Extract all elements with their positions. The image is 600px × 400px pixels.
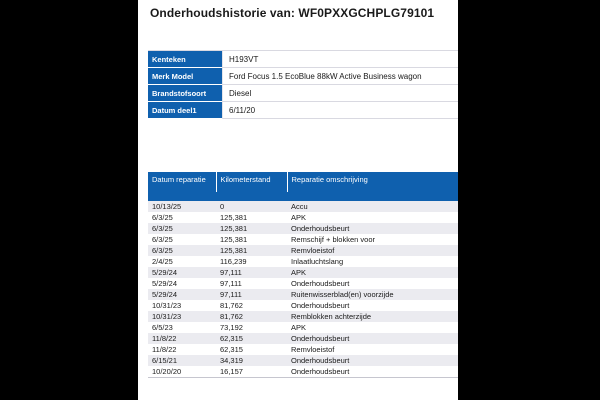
cell-datum-reparatie: 11/8/22 [148,344,216,355]
cell-kilometerstand: 116,239 [216,256,287,267]
cell-kilometerstand: 81,762 [216,311,287,322]
cell-reparatie-omschrijving: Remblokken achterzijde [287,311,458,322]
vehicle-info-value: Ford Focus 1.5 EcoBlue 88kW Active Business wagon [222,68,458,85]
cell-reparatie-omschrijving: Onderhoudsbeurt [287,366,458,378]
cell-kilometerstand: 0 [216,201,287,212]
cell-reparatie-omschrijving: APK [287,267,458,278]
cell-datum-reparatie: 11/8/22 [148,333,216,344]
table-row [148,344,458,355]
maintenance-history-table [148,172,458,378]
vehicle-info-label: Kenteken [148,51,222,68]
column-header-reparatie-omschrijving: Reparatie omschrijving [287,172,458,192]
cell-datum-reparatie: 6/3/25 [148,245,216,256]
cell-kilometerstand: 34,319 [216,355,287,366]
cell-reparatie-omschrijving: Remvloeistof [287,245,458,256]
cell-reparatie-omschrijving: Onderhoudsbeurt [287,223,458,234]
cell-kilometerstand: 125,381 [216,223,287,234]
cell-kilometerstand: 62,315 [216,344,287,355]
cell-kilometerstand: 81,762 [216,300,287,311]
cell-datum-reparatie: 6/5/23 [148,322,216,333]
table-row [148,355,458,366]
table-row [148,201,458,212]
cell-reparatie-omschrijving: Onderhoudsbeurt [287,333,458,344]
cell-reparatie-omschrijving: Onderhoudsbeurt [287,278,458,289]
column-header-datum-reparatie: Datum reparatie [148,172,216,192]
table-row [148,256,458,267]
vehicle-info-row [148,68,458,85]
table-row [148,278,458,289]
vehicle-info-label: Merk Model [148,68,222,85]
table-row [148,322,458,333]
vehicle-info-row [148,102,458,119]
cell-datum-reparatie: 10/13/25 [148,201,216,212]
table-row [148,289,458,300]
cell-reparatie-omschrijving: APK [287,322,458,333]
cell-datum-reparatie: 2/4/25 [148,256,216,267]
table-row [148,223,458,234]
cell-reparatie-omschrijving: Accu [287,201,458,212]
vehicle-info-label: Brandstofsoort [148,85,222,102]
cell-reparatie-omschrijving: Onderhoudsbeurt [287,355,458,366]
cell-kilometerstand: 16,157 [216,366,287,378]
vehicle-info-row [148,51,458,68]
vehicle-info-label: Datum deel1 [148,102,222,119]
table-row [148,300,458,311]
cell-datum-reparatie: 6/15/21 [148,355,216,366]
vehicle-info-value: 6/11/20 [222,102,458,119]
cell-kilometerstand: 97,111 [216,289,287,300]
cell-reparatie-omschrijving: APK [287,212,458,223]
table-row [148,311,458,322]
cell-reparatie-omschrijving: Remvloeistof [287,344,458,355]
cell-reparatie-omschrijving: Onderhoudsbeurt [287,300,458,311]
vehicle-info-value: H193VT [222,51,458,68]
cell-kilometerstand: 125,381 [216,212,287,223]
cell-datum-reparatie: 6/3/25 [148,223,216,234]
column-header-kilometerstand: Kilometerstand [216,172,287,192]
table-row [148,267,458,278]
cell-kilometerstand: 125,381 [216,245,287,256]
table-row [148,245,458,256]
report-page [138,0,458,400]
cell-datum-reparatie: 10/20/20 [148,366,216,378]
cell-datum-reparatie: 6/3/25 [148,234,216,245]
maintenance-table-header [148,172,458,201]
cell-kilometerstand: 62,315 [216,333,287,344]
vehicle-info-value: Diesel [222,85,458,102]
page-title: Onderhoudshistorie van: WF0PXXGCHPLG79101 [150,6,435,20]
vehicle-info-table [148,50,458,119]
vehicle-info-row [148,85,458,102]
cell-datum-reparatie: 5/29/24 [148,278,216,289]
table-row [148,212,458,223]
maintenance-table-body [148,201,458,378]
cell-datum-reparatie: 5/29/24 [148,289,216,300]
cell-datum-reparatie: 10/31/23 [148,311,216,322]
cell-datum-reparatie: 5/29/24 [148,267,216,278]
table-row [148,366,458,378]
table-row [148,333,458,344]
table-row [148,234,458,245]
cell-reparatie-omschrijving: Inlaatluchtslang [287,256,458,267]
cell-reparatie-omschrijving: Ruitenwisserblad(en) voorzijde [287,289,458,300]
cell-kilometerstand: 97,111 [216,267,287,278]
cell-kilometerstand: 125,381 [216,234,287,245]
cell-kilometerstand: 97,111 [216,278,287,289]
header-spacer-band [148,192,458,201]
cell-datum-reparatie: 6/3/25 [148,212,216,223]
cell-datum-reparatie: 10/31/23 [148,300,216,311]
cell-reparatie-omschrijving: Remschijf + blokken voor [287,234,458,245]
cell-kilometerstand: 73,192 [216,322,287,333]
